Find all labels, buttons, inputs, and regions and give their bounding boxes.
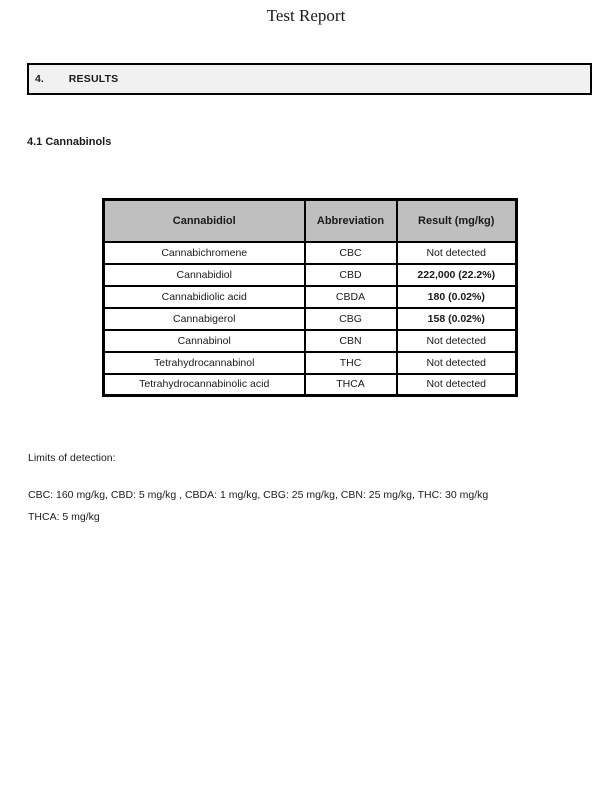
cell-abbr: THC bbox=[305, 352, 397, 374]
cell-name: Cannabidiol bbox=[104, 264, 305, 286]
cell-result: 158 (0.02%) bbox=[397, 308, 517, 330]
cell-name: Tetrahydrocannabinol bbox=[104, 352, 305, 374]
table-row bbox=[104, 374, 517, 396]
header-cannabidiol: Cannabidiol bbox=[104, 200, 305, 242]
table-row bbox=[104, 330, 517, 352]
cell-name: Cannabinol bbox=[104, 330, 305, 352]
cell-abbr: CBDA bbox=[305, 286, 397, 308]
cell-abbr: THCA bbox=[305, 374, 397, 396]
table-header-row bbox=[104, 200, 517, 242]
cell-abbr: CBC bbox=[305, 242, 397, 264]
limits-of-detection-values-line2: THCA: 5 mg/kg bbox=[28, 511, 100, 523]
cell-result: Not detected bbox=[397, 330, 517, 352]
subsection-heading: 4.1 Cannabinols bbox=[27, 136, 112, 148]
table-row bbox=[104, 264, 517, 286]
header-result: Result (mg/kg) bbox=[397, 200, 517, 242]
table-row bbox=[104, 308, 517, 330]
table-row bbox=[104, 286, 517, 308]
cell-abbr: CBN bbox=[305, 330, 397, 352]
limits-of-detection-heading: Limits of detection: bbox=[28, 452, 116, 464]
cell-name: Cannabigerol bbox=[104, 308, 305, 330]
cell-result: 222,000 (22.2%) bbox=[397, 264, 517, 286]
cell-result: Not detected bbox=[397, 352, 517, 374]
results-section-header bbox=[27, 63, 592, 95]
section-label: RESULTS bbox=[68, 73, 119, 85]
limits-of-detection-values-line1: CBC: 160 mg/kg, CBD: 5 mg/kg , CBDA: 1 mg/kg, CBG: 25 mg/kg, CBN: 25 mg/kg, THC: 30 mg/kg bbox=[28, 489, 489, 501]
page-title: Test Report bbox=[266, 6, 346, 25]
cell-abbr: CBG bbox=[305, 308, 397, 330]
cell-name: Cannabidiolic acid bbox=[104, 286, 305, 308]
cell-name: Tetrahydrocannabinolic acid bbox=[104, 374, 305, 396]
section-number: 4. bbox=[35, 73, 44, 85]
table-row bbox=[104, 352, 517, 374]
table-row bbox=[104, 242, 517, 264]
cannabinoid-results-table bbox=[102, 198, 518, 397]
header-abbreviation: Abbreviation bbox=[305, 200, 397, 242]
cell-name: Cannabichromene bbox=[104, 242, 305, 264]
cell-result: 180 (0.02%) bbox=[397, 286, 517, 308]
cell-result: Not detected bbox=[397, 242, 517, 264]
cell-result: Not detected bbox=[397, 374, 517, 396]
cell-abbr: CBD bbox=[305, 264, 397, 286]
